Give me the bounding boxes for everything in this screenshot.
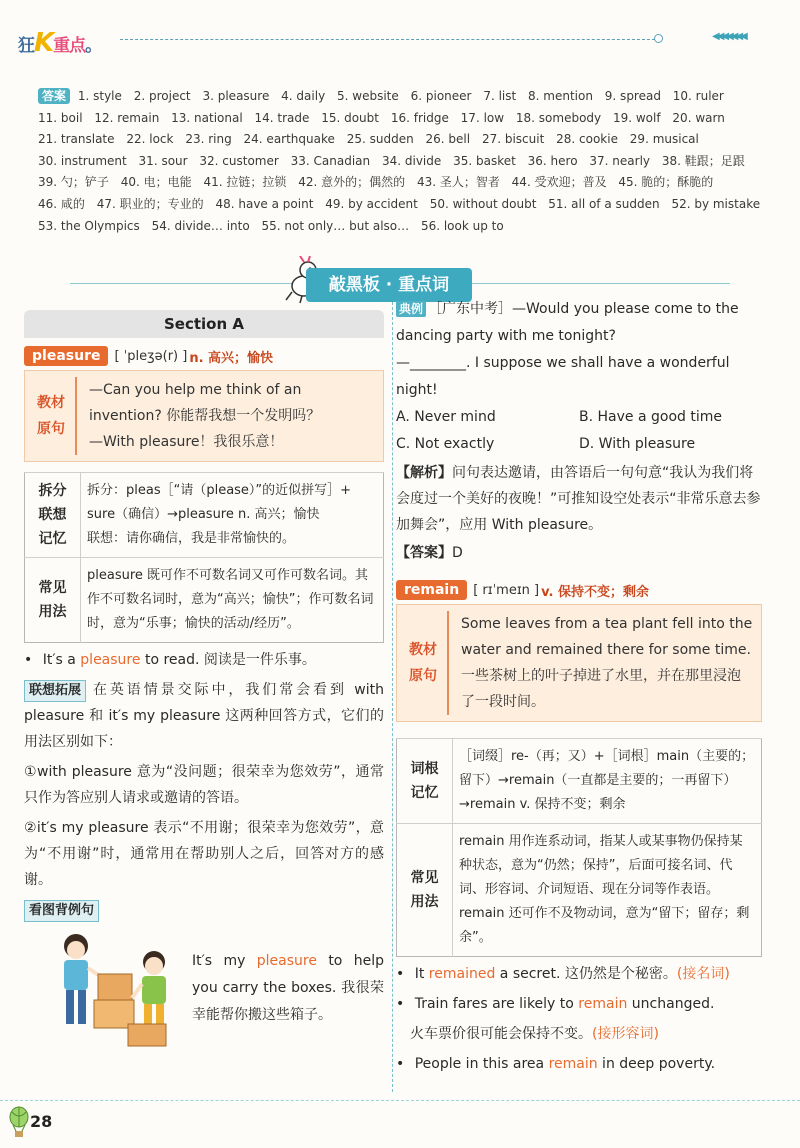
textbook-label [33,377,77,455]
example-text: to help you carry the boxes. 我很荣幸能帮你搬这些箱子。 [192,953,384,1023]
answer-item: 47. 职业的；专业的 [96,196,204,211]
answer-item: 29. musical [629,132,699,147]
header-arrows-icon: ◀◀◀◀◀◀◀ [712,31,745,42]
label-line: 常见 [38,580,67,596]
memory-text [81,473,384,558]
answer-item: 43. 圣人；智者 [416,175,500,190]
example-text: a secret. 这仍然是个秘密。 [495,966,677,982]
answers-badge: 答案 [38,88,70,104]
option-d: D. With pleasure [579,436,696,452]
answer-item: 13. national [171,110,243,125]
usage-label [397,824,453,957]
answer-item: 11. boil [38,110,83,125]
answer-item: 39. 勺；铲子 [38,175,109,190]
expand-point-2: ②it′s my pleasure 表示“不用谢；很荣幸为您效劳”，意为“不用谢”时，通常用在帮助别人之后，回答对方的感谢。 [24,820,384,888]
footer-line [0,1100,800,1101]
header-dot-icon [654,34,663,43]
highlight-word: remained [428,966,496,982]
label-line: 词根 [410,761,439,777]
answer-item: 50. without doubt [429,196,537,211]
answer-item: 38. 鞋跟；足跟 [661,153,745,168]
answer-item: 45. 脆的；酥脆的 [618,175,714,190]
answer-item: 6. pioneer [410,89,472,103]
answer-item: 37. nearly [589,153,650,168]
highlight-word: remain [548,1056,598,1072]
sentence-line: —With pleasure！我很乐意！ [89,434,284,450]
answer-item: 10. ruler [672,89,724,103]
highlight-word: pleasure [80,652,141,668]
analysis [396,460,762,538]
answer-item: 36. hero [527,153,578,168]
section-banner: 敲黑板 · 重点词 [306,268,472,302]
answer-item: 34. divide [381,153,442,168]
header-logo [18,28,101,58]
label-line: 常见 [410,870,439,886]
expand-paragraph [24,677,384,755]
label-line: 原句 [37,421,65,437]
answer-item: 5. website [337,89,399,103]
word-entry-pleasure [24,346,384,366]
example-sentence [24,647,384,673]
answer-item: 14. trade [254,110,310,125]
picture-tag: 看图背例句 [24,900,99,922]
example-badge: 典例 [396,301,426,317]
root-text: ［词缀］re-（再；又）+［词根］main（主要的；留下）→remain（一直都是主要的；一再留下）→remain v. 保持不变；剩余 [453,739,762,824]
question-source: ［广东中考］ [428,301,513,317]
answer-item: 44. 受欢迎；普及 [511,175,607,190]
word-meaning: n. 高兴；愉快 [189,350,274,366]
answer-item: 52. by mistake [671,196,761,211]
textbook-sentence: Some leaves from a tea plant fell into the water and remained there for some time. 一些茶树上的叶子掉进了水里，并在那里浸泡了一段时间。 [461,616,753,710]
label-line: 拆分 [38,483,67,499]
example-sentence-2-cn [396,1021,762,1047]
label-line: 记忆 [410,785,439,801]
expand-text: 在英语情景交际中，我们常会看到 with pleasure 和 it′s my pleasure 这两种回答方式，它们的用法区别如下： [24,682,384,750]
highlight-word: remain [578,996,628,1012]
textbook-sentence-box [396,604,762,722]
answers-block [38,86,778,237]
answer-item: 42. 意外的；偶然的 [298,175,406,190]
expand-tag: 联想拓展 [24,680,86,702]
memory-line: 拆分：pleas［“请（please）”的近似拼写］+ sure（确信）→pleasure n. 高兴；愉快 [87,483,352,522]
highlight-word: pleasure [256,953,317,969]
example-text: It′s my [192,953,257,969]
memory-label [25,473,81,558]
textbook-sentence-box [24,370,384,462]
root-label [397,739,453,824]
answer-item: 18. somebody [515,110,602,125]
answer-item: 41. 拉链；拉锁 [203,175,287,190]
word-tag: remain [396,580,467,600]
answer-item: 26. bell [425,132,471,147]
example-text: to read. 阅读是一件乐事。 [140,652,316,668]
answer-item: 33. Canadian [290,153,371,168]
answer-item: 8. mention [528,89,593,103]
picture-sentence [192,928,384,1048]
answer-item: 23. ring [185,132,232,147]
answer-item: 28. cookie [556,132,618,147]
logo-dot: 。 [85,36,102,56]
analysis-label: 【解析】 [396,465,452,481]
example-text: in deep poverty. [597,1056,716,1072]
answer-item: 46. 咸的 [38,196,85,211]
answer-item: 16. fridge [390,110,449,125]
answer-item: 7. list [483,89,517,103]
option-b: B. Have a good time [579,409,722,425]
question-text: —Would you please come to the dancing party with me tonight? [396,301,739,344]
answer-label: 【答案】 [396,545,452,561]
answer-item: 31. sour [138,153,188,168]
answer-item: 53. the Olympics [38,218,140,233]
answer-item: 24. earthquake [243,132,335,147]
answer-item: 54. divide… into [151,218,250,233]
logo-part: 重点 [53,36,86,56]
example-text: It [414,966,429,982]
answer-item: 30. instrument [38,153,127,168]
usage-text: remain 用作连系动词，指某人或某事物仍保持某种状态，意为“仍然；保持”，后面可接名词、代词、形容词、介词短语、现在分词等作表语。remain 还可作不及物动词，意为“留下；留存；剩余”。 [453,824,762,957]
label-line: 联想 [38,507,67,523]
answer-item: 51. all of a sudden [548,196,660,211]
label-line: 用法 [38,604,67,620]
label-line: 教材 [409,642,437,658]
example-question [396,296,762,350]
root-usage-table [396,738,762,957]
option-c: C. Not exactly [396,436,495,452]
answer-item: 32. customer [199,153,279,168]
answer [396,540,762,566]
page-number: 28 [30,1112,53,1131]
left-column [24,310,384,1048]
example-text: unchanged. [627,996,715,1012]
answer-item: 9. spread [604,89,661,103]
picture-tag-row [24,899,384,922]
logo-k: K [34,28,54,58]
section-heading: Section A [24,310,384,338]
options-grid [396,404,762,458]
answer-item: 56. look up to [420,218,504,233]
right-column [396,296,762,1077]
textbook-sentence [89,377,375,455]
answer-item: 40. 电；电能 [120,175,192,190]
example-sentence-3 [396,1051,762,1077]
answer-item: 25. sudden [346,132,414,147]
word-tag: pleasure [24,346,108,366]
word-meaning: v. 保持不变；剩余 [541,584,649,600]
answer-item: 15. doubt [321,110,379,125]
example-text: People in this area [414,1056,549,1072]
balloon-icon [8,1106,30,1138]
answer-item: 35. basket [453,153,516,168]
example-sentence-1 [396,961,762,987]
analysis-text: 问句表达邀请，由答语后一句句意“我认为我们将会度过一个美好的夜晚！”可推知设空处表示“非常乐意去参加舞会”，应用 With pleasure。 [396,465,761,533]
label-line: 教材 [37,395,65,411]
expand-point-1: ①with pleasure 意为“没问题；很荣幸为您效劳”，通常只作为答应别人请求或邀请的答语。 [24,764,384,806]
label-line: 原句 [409,668,437,684]
phonetic: [ rɪˈmeɪn ] [473,582,540,598]
answer-item: 49. by accident [325,196,418,211]
answer-item: 1. style [77,89,122,103]
word-entry-remain [396,580,762,600]
phonetic: [ ˈpleʒə(r) ] [114,348,188,364]
answer-item: 22. lock [126,132,174,147]
label-line: 用法 [410,894,439,910]
memory-usage-table [24,472,384,643]
example-sentence-2 [396,991,762,1017]
answer-item: 19. wolf [612,110,661,125]
label-line: 记忆 [38,531,67,547]
example-text: It′s a [42,652,81,668]
question-line-2: —________. I suppose we shall have a wonderful night! [396,355,730,398]
answer-item: 21. translate [38,132,115,147]
example-text: 火车票价很可能会保持不变。 [410,1026,592,1042]
grammar-note: (接形容词) [592,1026,659,1042]
answer-item: 17. low [460,110,505,125]
usage-text: pleasure 既可作不可数名词又可作可数名词。其作不可数名词时，意为“高兴；愉快”；作可数名词时，意为“乐事；愉快的活动/经历”。 [81,558,384,643]
memory-line: 联想：请你确信，我是非常愉快的。 [87,531,296,546]
column-divider [392,302,393,1092]
picture-example [24,928,384,1048]
answer-item: 12. remain [94,110,160,125]
example-text: Train fares are likely to [414,996,579,1012]
logo-part: 狂 [18,36,34,56]
answer-item: 48. have a point [215,196,314,211]
people-carrying-boxes-illustration [24,928,192,1048]
answer-item: 55. not only… but also… [261,218,410,233]
answer-item: 2. project [133,89,191,103]
header-divider [120,39,655,40]
usage-label [25,558,81,643]
answer-item: 27. biscuit [481,132,545,147]
option-a: A. Never mind [396,409,496,425]
answer-item: 4. daily [281,89,326,103]
textbook-label [405,611,449,715]
answer-item: 3. pleasure [202,89,270,103]
answer-item: 20. warn [672,110,725,125]
sentence-line: —Can you help me think of an invention? 你能帮我想一个发明吗？ [89,382,321,424]
grammar-note: (接名词) [676,966,730,982]
answer-value: D [452,545,463,561]
